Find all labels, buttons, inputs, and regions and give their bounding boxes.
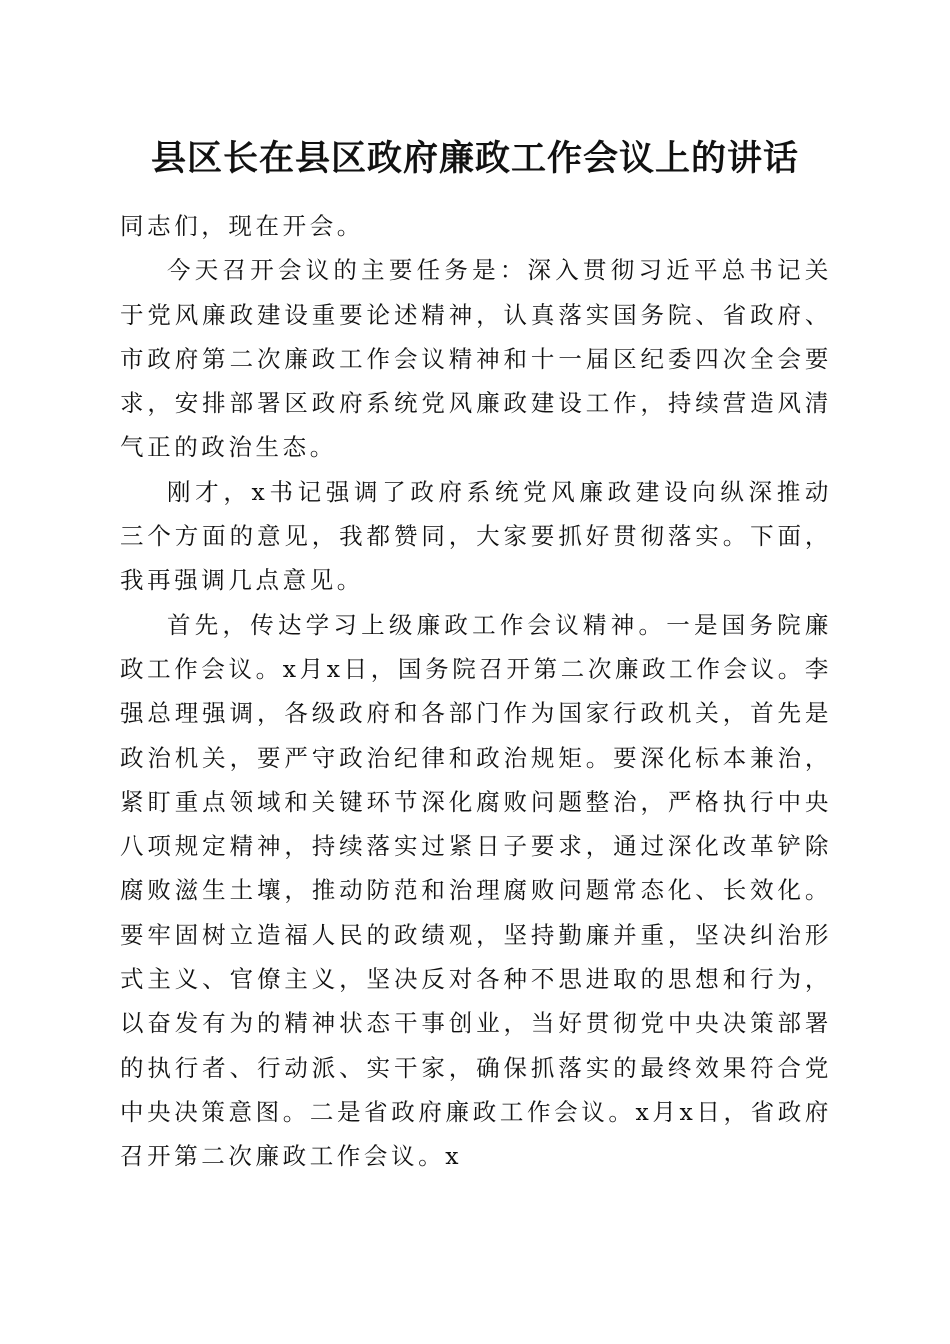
paragraph-meeting-spirit: 首先，传达学习上级廉政工作会议精神。一是国务院廉政工作会议。x月x日，国务院召开第二次廉政工作会议。李强总理强调，各级政府和各部门作为国家行政机关，首先是政治机关，要严守政治纪律和政治规矩。要深化标本兼治，紧盯重点领域和关键环节深化腐败问题整治，严格执行中央八项规定精神，持续落实过紧日子要求，通过深化改革铲除腐败滋生土壤，推动防范和治理腐败问题常态化、长效化。要牢固树立造福人民的政绩观，坚持勤廉并重，坚决纠治形式主义、官僚主义，坚决反对各种不思进取的思想和行为，以奋发有为的精神状态干事创业，当好贯彻党中央决策部署的执行者、行动派、实干家，确保抓落实的最终效果符合党中央决策意图。二是省政府廉政工作会议。x月x日，省政府召开第二次廉政工作会议。x xyxy=(120,610,832,1171)
paragraph-main-tasks: 今天召开会议的主要任务是：深入贯彻习近平总书记关于党风廉政建设重要论述精神，认真落实国务院、省政府、市政府第二次廉政工作会议精神和十一届区纪委四次全会要求，安排部署区政府系统党风廉政建设工作，持续营造风清气正的政治生态。 xyxy=(120,256,832,462)
paragraph-agreement: 刚才，x书记强调了政府系统党风廉政建设向纵深推动三个方面的意见，我都赞同，大家要抓好贯彻落实。下面，我再强调几点意见。 xyxy=(120,477,832,595)
document-body xyxy=(120,204,832,1179)
document-title: 县区长在县区政府廉政工作会议上的讲话 xyxy=(150,138,799,179)
paragraph-greeting: 同志们，现在开会。 xyxy=(120,212,364,240)
